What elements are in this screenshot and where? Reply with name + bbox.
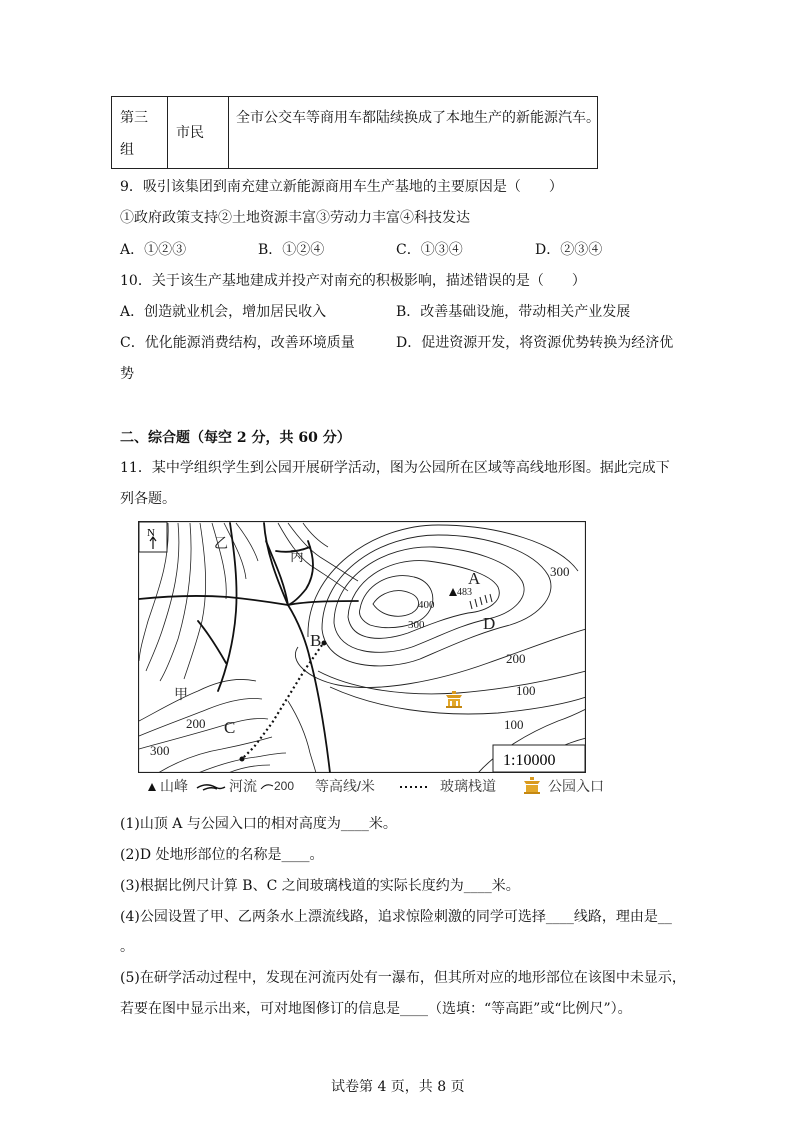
label-b: B (310, 631, 322, 650)
q10-option-b: B．改善基础设施，带动相关产业发展 (396, 304, 631, 320)
label-yi: 乙 (214, 537, 228, 552)
q11-sub-4-line-1: (4)公园设置了甲、乙两条水上漂流线路，追求惊险刺激的同学可选择____线路，理由是__ (120, 909, 672, 925)
group-line-1: 第三 (120, 110, 148, 126)
role-text: 市民 (176, 125, 204, 141)
contour-label-100-east: 100 (516, 683, 536, 698)
legend-peak-icon (148, 783, 156, 791)
q10-option-d-wrap: 势 (120, 366, 134, 382)
q11-sub-5-line-1: (5)在研学活动过程中，发现在河流丙处有一瀑布，但其所对应的地形部位在该图中未显示， (120, 970, 686, 986)
q10-option-a: A．创造就业机会，增加居民收入 (120, 304, 327, 320)
contour-label-300-sw: 300 (150, 743, 170, 758)
q9-option-c: C．①③④ (396, 242, 463, 258)
q11-sub-2: (2)D 处地形部位的名称是____。 (120, 847, 324, 863)
label-a: A (468, 569, 481, 588)
q11-stem-line-2: 列各题。 (120, 491, 176, 507)
q10-stem: 10．关于该生产基地建成并投产对南充的积极影响，描述错误的是（ ） (120, 273, 586, 289)
contour-label-100-se: 100 (504, 717, 524, 732)
label-d: D (483, 614, 496, 633)
q11-sub-5-line-2: 若要在图中显示出来，可对地图修订的信息是____（选填：“等高距”或“比例尺”）。 (120, 1001, 632, 1017)
map-frame (139, 522, 586, 773)
section-2-title: 二、综合题（每空 2 分，共 60 分） (120, 430, 351, 446)
legend-glass-walk-label: 玻璃栈道 (440, 778, 496, 794)
point-c-dot (240, 757, 245, 762)
label-bing: 丙 (290, 550, 304, 565)
table-cell-content: 全市公交车等商用车都陆续换成了本地生产的新能源汽车。 (236, 110, 600, 126)
north-label: N (147, 527, 155, 539)
legend-contour-label: 等高线/米 (315, 778, 375, 794)
q10-option-c: C．优化能源消费结构，改善环境质量 (120, 335, 355, 351)
label-c: C (224, 718, 236, 737)
q9-option-b: B．①②④ (258, 242, 325, 258)
contour-map (138, 521, 586, 773)
table-cell-group (112, 97, 168, 168)
map-legend (147, 775, 627, 797)
legend-entrance-label: 公园入口 (548, 778, 604, 794)
q11-stem-line-1: 11．某中学组织学生到公园开展研学活动，图为公园所在区域等高线地形图。据此完成下 (120, 460, 670, 476)
legend-entrance-icon (524, 777, 540, 794)
table-cell-role (168, 97, 229, 168)
contour-label-300-ne: 300 (550, 564, 570, 579)
legend-contour-sample: 200 (274, 779, 295, 793)
label-jia: 甲 (174, 688, 188, 703)
legend-river-label: 河流 (229, 778, 257, 794)
contour-label-300-mid: 300 (408, 619, 425, 631)
q9-option-d: D．②③④ (535, 242, 603, 258)
legend-contour-icon (261, 785, 273, 789)
contour-label-200-sw: 200 (186, 716, 206, 731)
q9-factors: ①政府政策支持②土地资源丰富③劳动力丰富④科技发达 (120, 210, 470, 226)
q11-sub-1: (1)山顶 A 与公园入口的相对高度为____米。 (120, 816, 397, 832)
q9-option-a: A．①②③ (120, 242, 187, 258)
contour-label-200-east: 200 (506, 651, 526, 666)
q9-stem: 9．吸引该集团到南充建立新能源商用车生产基地的主要原因是（ ） (120, 179, 563, 195)
contour-label-400: 400 (418, 599, 435, 611)
legend-peak-label: 山峰 (160, 778, 188, 794)
legend-river-icon (197, 785, 225, 790)
page-footer: 试卷第 4 页，共 8 页 (331, 1079, 465, 1095)
peak-elevation: 483 (457, 587, 472, 598)
q10-option-d: D．促进资源开发，将资源优势转换为经济优 (396, 335, 674, 351)
q11-sub-4-line-2: 。 (120, 939, 134, 955)
scale-text: 1:10000 (503, 752, 556, 769)
group-line-2: 组 (120, 142, 134, 158)
info-table (111, 96, 598, 169)
q11-sub-3: (3)根据比例尺计算 B、C 之间玻璃栈道的实际长度约为____米。 (120, 878, 520, 894)
point-b-dot (322, 641, 327, 646)
